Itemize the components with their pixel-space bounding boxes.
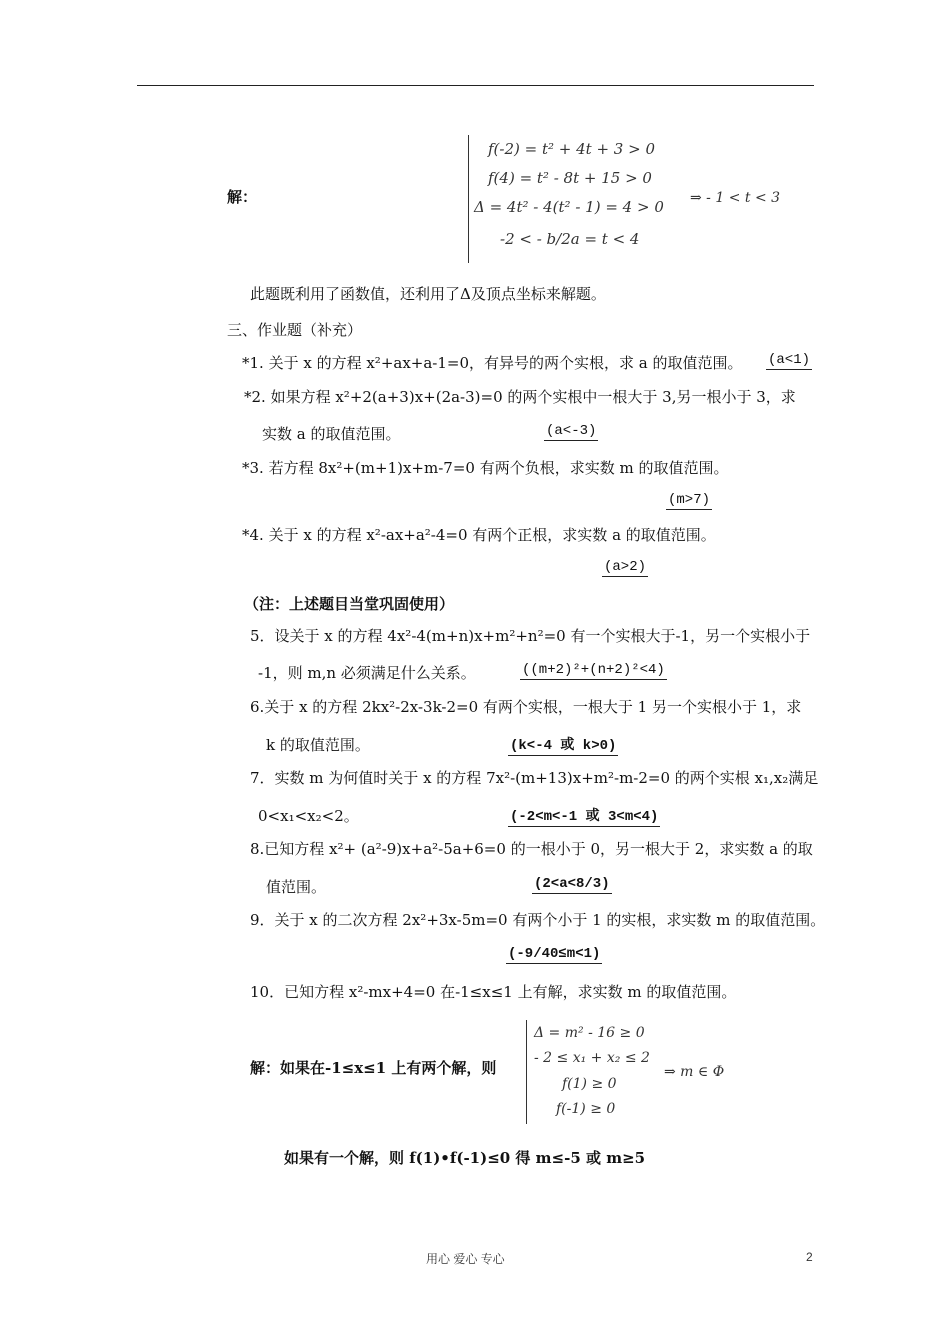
problem-8: 8.已知方程 x²+ (a²-9)x+a²-5a+6=0 的一根小于 0，另一根大于 2，求实数 a 的取 [250, 840, 813, 858]
note: （注：上述题目当堂巩固使用） [244, 595, 455, 613]
problem-2: *2. 如果方程 x²+2(a+3)x+(2a-3)=0 的两个实根中一根大于 3,另一根小于 3，求 [244, 388, 796, 406]
problem-4: *4. 关于 x 的方程 x²-ax+a²-4=0 有两个正根，求实数 a 的取值范围。 [242, 526, 716, 544]
problem-9: 9．关于 x 的二次方程 2x²+3x-5m=0 有两个小于 1 的实根，求实数 m 的取值范围。 [250, 911, 826, 929]
answer-6: (k<-4 或 k>0) [508, 734, 618, 756]
answer-9: (-9/40≤m<1) [508, 946, 601, 962]
system2-line-3: f(1) ≥ 0 [562, 1076, 617, 1092]
system-line-1: f(-2) = t² + 4t + 3 > 0 [488, 140, 655, 158]
solution2-tail: 如果有一个解，则 f(1)•f(-1)≤0 得 m≤-5 或 m≥5 [284, 1149, 646, 1167]
system-result: ⇒ - 1 < t < 3 [690, 190, 781, 206]
page-number: 2 [806, 1250, 813, 1264]
answer-4: (a>2) [604, 559, 647, 575]
answer-2: (a<-3) [546, 423, 597, 439]
system-line-3: Δ = 4t² - 4(t² - 1) = 4 > 0 [474, 198, 664, 216]
answer-1: (a<1) [768, 352, 811, 368]
problem-10: 10．已知方程 x²-mx+4=0 在-1≤x≤1 上有解，求实数 m 的取值范围。 [250, 983, 737, 1001]
system2-line-1: Δ = m² - 16 ≥ 0 [534, 1025, 645, 1041]
footer-text: 用心 爱心 专心 [426, 1252, 505, 1266]
answer-7: (-2<m<-1 或 3<m<4) [508, 805, 660, 827]
problem-7: 7．实数 m 为何值时关于 x 的方程 7x²-(m+13)x+m²-m-2=0 的两个实根 x₁,x₂满足 [250, 769, 819, 787]
answer-5: ((m+2)²+(n+2)²<4) [522, 662, 665, 678]
solution2-label: 解：如果在-1≤x≤1 上有两个解，则 [250, 1059, 497, 1077]
header-rule [137, 85, 814, 86]
system2-result: ⇒ m ∈ Φ [664, 1064, 725, 1080]
answer-8: (2<a<8/3) [534, 876, 610, 892]
solution-label: 解： [227, 188, 258, 206]
system2-brace [526, 1020, 527, 1124]
remark: 此题既利用了函数值，还利用了Δ及顶点坐标来解题。 [250, 285, 606, 303]
problem-6: 6.关于 x 的方程 2kx²-2x-3k-2=0 有两个实根，一根大于 1 另一个实根小于 1，求 [250, 698, 802, 716]
problem-5-cont: -1，则 m,n 必须满足什么关系。 [258, 664, 476, 682]
problem-3: *3. 若方程 8x²+(m+1)x+m-7=0 有两个负根，求实数 m 的取值范围。 [242, 459, 729, 477]
system-line-2: f(4) = t² - 8t + 15 > 0 [488, 169, 652, 187]
system-line-4: -2 < - b/2a = t < 4 [500, 230, 640, 248]
system2-line-2: - 2 ≤ x₁ + x₂ ≤ 2 [534, 1050, 650, 1066]
system2-line-4: f(-1) ≥ 0 [556, 1101, 616, 1117]
problem-1: *1. 关于 x 的方程 x²+ax+a-1=0，有异号的两个实根，求 a 的取值范围。 [242, 354, 743, 372]
system-brace [468, 135, 469, 263]
problem-2-cont: 实数 a 的取值范围。 [262, 425, 401, 443]
section-title: 三、作业题（补充） [227, 321, 363, 339]
problem-6-cont: k 的取值范围。 [266, 736, 370, 754]
problem-5: 5．设关于 x 的方程 4x²-4(m+n)x+m²+n²=0 有一个实根大于-1，另一个实根小于 [250, 627, 811, 645]
problem-7-cont: 0<x₁<x₂<2。 [258, 807, 359, 825]
problem-8-cont: 值范围。 [266, 878, 327, 896]
answer-3: (m>7) [668, 492, 711, 508]
